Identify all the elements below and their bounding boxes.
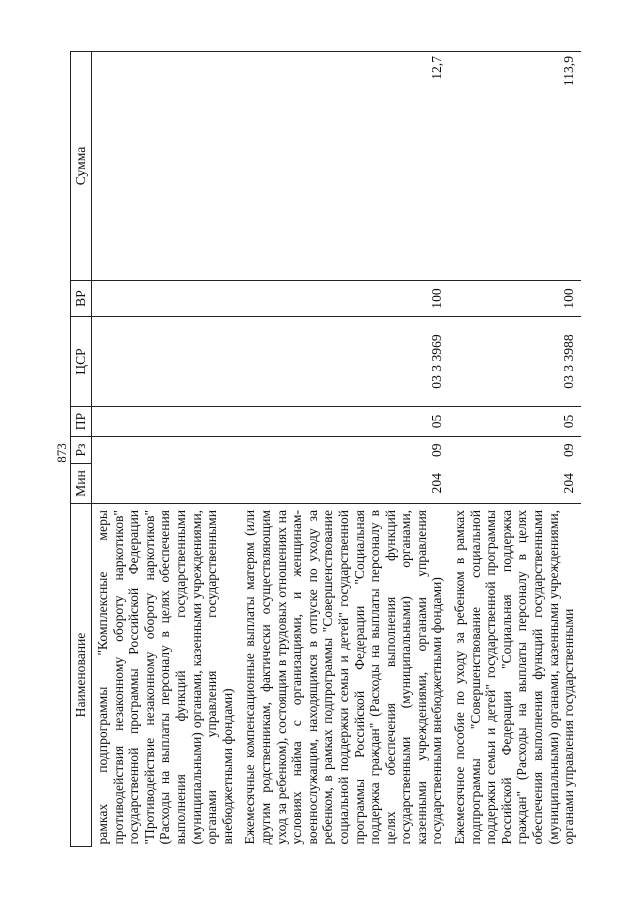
table-header-row <box>71 52 92 847</box>
header-subsection: ПР <box>71 407 92 437</box>
row-name: Ежемесячное пособие по уходу за ребенком в рамках подпрограммы "Совершенствование социальной поддержки семьи и детей" государственной программы Российской Федерации "Социальная поддержка граждан" (Расходы на выплаты персоналу в целях обеспечения выполнения функций государственными (муниципальными) органами, казенными учреждениями, органами управления государственными <box>449 504 581 847</box>
row-amount: 12,7 <box>239 52 449 281</box>
row-subsection <box>92 407 240 437</box>
row-section: 09 <box>449 437 581 464</box>
row-target-article: 03 3 3969 <box>239 317 449 407</box>
row-expense-type: 100 <box>449 281 581 317</box>
row-expense-type: 100 <box>239 281 449 317</box>
row-ministry: 204 <box>429 473 445 494</box>
row-section <box>92 437 240 464</box>
row-amount: 113,9 <box>449 52 581 281</box>
header-ministry: Мин <box>71 464 92 504</box>
row-section: 09 <box>239 437 449 464</box>
header-target-article: ЦСР <box>71 317 92 407</box>
row-subsection: 05 <box>449 407 581 437</box>
table-row <box>92 52 240 847</box>
budget-table <box>70 51 581 847</box>
row-name: Ежемесячные компенсационные выплаты матерям (или другим родственникам, фактически осуществляющим уход за ребенком), состоящим в трудовых отношениях на условиях найма с организациями, и женщинам-военнослужащим, находящимся в отпуске по уходу за ребенком, в рамках подпрограммы "Совершенствование социальной поддержки семьи и детей" государственной программы Российской Федерации "Социальная поддержка граждан" (Расходы на выплаты персоналу в целях обеспечения выполнения функций государственными (муниципальными) органами, казенными учреждениями, органами управления государственными внебюджетными фондами) <box>239 504 449 847</box>
row-target-article: 03 3 3988 <box>449 317 581 407</box>
row-ministry <box>92 464 240 504</box>
header-name: Наименование <box>71 504 92 847</box>
row-name: рамках подпрограммы "Комплексные меры противодействия незаконному обороту наркотиков" государственной программы Российской Федерации "Противодействие незаконному обороту наркотиков" (Расходы на выплаты персоналу в целях обеспечения выполнения функций государственными (муниципальными) органами, казенными учреждениями, органами управления государственными внебюджетными фондами) <box>92 504 240 847</box>
header-expense-type: ВР <box>71 281 92 317</box>
table-row <box>239 52 449 847</box>
page-number: 873 <box>54 443 69 463</box>
row-subsection: 05 <box>239 407 449 437</box>
row-ministry: 204 <box>561 473 577 494</box>
header-section: Рз <box>71 437 92 464</box>
row-target-article <box>92 317 240 407</box>
row-expense-type <box>92 281 240 317</box>
row-amount <box>92 52 240 281</box>
header-amount: Сумма <box>71 52 92 281</box>
rotated-table-page <box>70 52 635 847</box>
table-row <box>449 52 581 847</box>
